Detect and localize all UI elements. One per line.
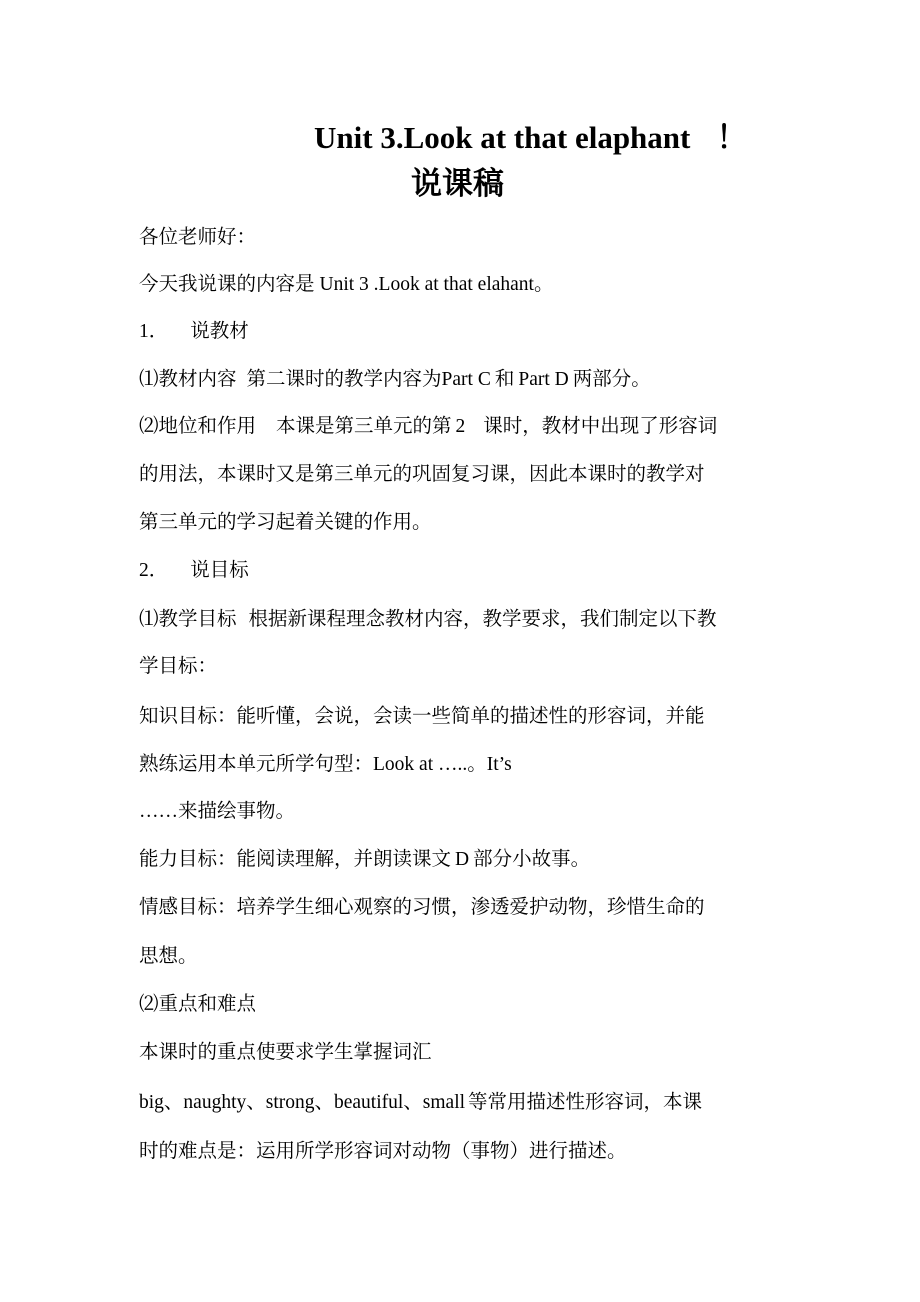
- key-label: ⑵重点和难点: [139, 992, 257, 1015]
- document-title-en: [314, 118, 747, 158]
- intro-unit: Unit 3 .Look at that elahant: [319, 274, 534, 295]
- knowledge-line-1: 知识目标：能听懂，会说，会读一些简单的描述性的形容词，并能: [139, 704, 705, 727]
- section-1-number: 1．: [139, 321, 169, 342]
- knowledge-line-3-cn: 来描绘事物。: [178, 799, 296, 822]
- goal-line-2: 学目标：: [139, 654, 218, 677]
- item-2-text-a: 本课是第三单元的第: [276, 414, 452, 437]
- goal-line-1: [139, 605, 717, 633]
- emotion-line-1: 情感目标：培养学生细心观察的习惯，渗透爱护动物，珍惜生命的: [139, 895, 705, 918]
- goal-text: 根据新课程理念教材内容，教学要求，我们制定以下教: [248, 607, 717, 630]
- ability-text-b: 部分小故事。: [473, 847, 591, 870]
- section-2-heading: [139, 556, 249, 585]
- item-2-text-b: 课时，教材中出现了形容词: [483, 414, 718, 437]
- ability-text-a: 能力目标：能阅读理解，并朗读课文: [139, 847, 452, 870]
- item-1-label: ⑴教材内容: [139, 367, 237, 390]
- intro-line: [139, 270, 553, 299]
- item-2-label: ⑵地位和作用: [139, 414, 257, 437]
- section-1-heading: [139, 317, 249, 346]
- intro-suffix: 。: [533, 272, 554, 295]
- item-1-partc: Part C: [441, 369, 491, 390]
- item-1-line: [139, 365, 651, 394]
- title-exclamation: ！: [716, 120, 748, 155]
- key-line-1: 本课时的重点使要求学生掌握词汇: [139, 1040, 432, 1063]
- knowledge-line-3: [139, 797, 295, 826]
- knowledge-line-2: [139, 750, 512, 779]
- goal-label: ⑴教学目标: [139, 607, 237, 630]
- greeting: 各位老师好：: [139, 225, 257, 248]
- key-line-2-en: big、naughty、strong、beautiful、small: [139, 1092, 466, 1113]
- title-en-text: Unit 3.Look at that elaphant: [314, 120, 691, 155]
- emotion-line-2: 思想。: [139, 944, 198, 967]
- item-2-line-3: 第三单元的学习起着关键的作用。: [139, 510, 432, 533]
- section-2-number: 2．: [139, 560, 169, 581]
- key-line-2-cn: 等常用描述性形容词，本课: [468, 1090, 703, 1113]
- ability-d: D: [455, 849, 470, 870]
- section-1-title: 说教材: [190, 319, 249, 342]
- knowledge-line-2-cn: 熟练运用本单元所学句型：: [139, 752, 374, 775]
- key-line-2: [139, 1088, 702, 1117]
- item-1-and: 和: [494, 367, 515, 390]
- item-2-number: 2: [455, 416, 466, 437]
- knowledge-line-2-en: Look at …..。It’s: [373, 754, 512, 775]
- section-2-title: 说目标: [190, 558, 249, 581]
- key-line-3: 时的难点是：运用所学形容词对动物（事物）进行描述。: [139, 1139, 627, 1162]
- item-1-text-b: 两部分。: [572, 367, 651, 390]
- knowledge-line-3-en: ……: [139, 801, 178, 822]
- item-1-partd: Part D: [518, 369, 569, 390]
- item-1-text-a: 第二课时的教学内容为: [246, 367, 442, 390]
- intro-prefix: 今天我说课的内容是: [139, 272, 315, 295]
- item-2-line-1: [139, 412, 717, 441]
- item-2-line-2: 的用法，本课时又是第三单元的巩固复习课，因此本课时的教学对: [139, 462, 705, 485]
- ability-line: [139, 845, 590, 874]
- document-title-cn: 说课稿: [411, 166, 504, 202]
